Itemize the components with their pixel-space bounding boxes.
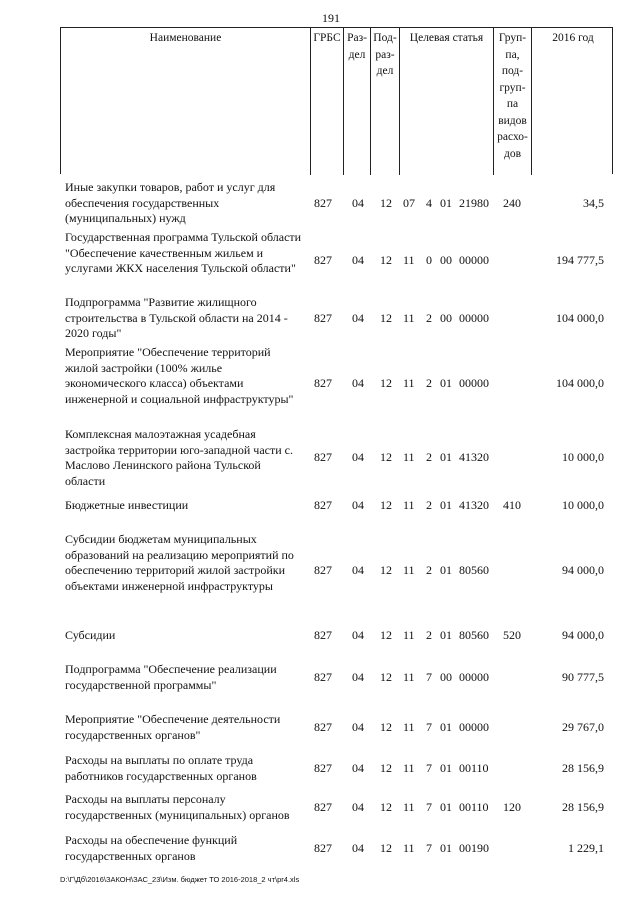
target-direction-cell: 00000 [459, 670, 489, 684]
header-grbs-label: ГРБС [313, 32, 341, 44]
podrazdel-cell: 12 [380, 498, 392, 512]
target-event-cell: 01 [440, 376, 452, 390]
grbs-cell: 827 [314, 800, 332, 814]
header-group-line: видов [498, 114, 527, 127]
table-row [60, 662, 613, 693]
target-program-cell: 11 [403, 761, 415, 775]
header-group-line: расхо- [497, 131, 528, 143]
razdel-cell: 04 [352, 670, 364, 684]
row-name: Расходы на обеспечение функций государственных органов [65, 833, 238, 863]
target-program-cell: 11 [403, 841, 415, 855]
razdel-cell: 04 [352, 563, 364, 577]
podrazdel-cell: 12 [380, 563, 392, 577]
target-subprogram-cell: 2 [426, 450, 432, 464]
header-name-label: Наименование [149, 32, 222, 44]
header-target [400, 28, 494, 175]
target-subprogram-cell: 2 [426, 376, 432, 390]
table-row [60, 532, 613, 610]
target-program-cell: 11 [403, 253, 415, 267]
header-podrazdel-line: Под- [373, 32, 397, 44]
target-event-cell: 01 [440, 450, 452, 464]
amount-cell: 94 000,0 [562, 628, 604, 642]
podrazdel-cell: 12 [380, 761, 392, 775]
grbs-cell: 827 [314, 196, 332, 210]
target-program-cell: 11 [403, 628, 415, 642]
row-name: Подпрограмма "Обеспечение реализации государственной программы" [65, 662, 277, 692]
target-direction-cell: 21980 [459, 196, 489, 210]
razdel-cell: 04 [352, 196, 364, 210]
razdel-cell: 04 [352, 253, 364, 267]
amount-cell: 10 000,0 [562, 498, 604, 512]
target-subprogram-cell: 0 [426, 253, 432, 267]
target-program-cell: 11 [403, 498, 415, 512]
header-podrazdel-line: дел [376, 65, 394, 77]
target-direction-cell: 41320 [459, 450, 489, 464]
row-name: Расходы на выплаты по оплате труда работников государственных органов [65, 753, 257, 783]
row-name: Иные закупки товаров, работ и услуг для обеспечения государственных (муниципальных) нужд [65, 180, 276, 225]
target-direction-cell: 00000 [459, 376, 489, 390]
header-name [61, 28, 311, 175]
razdel-cell: 04 [352, 628, 364, 642]
table-row [60, 753, 613, 784]
header-grbs [311, 28, 344, 175]
target-program-cell: 11 [403, 450, 415, 464]
target-direction-cell: 00110 [459, 761, 489, 775]
row-name: Бюджетные инвестиции [65, 498, 189, 512]
target-program-cell: 11 [403, 800, 415, 814]
amount-cell: 94 000,0 [562, 563, 604, 577]
target-subprogram-cell: 2 [426, 563, 432, 577]
table-row [60, 833, 613, 864]
target-subprogram-cell: 4 [426, 196, 432, 210]
table-row [60, 712, 613, 743]
target-direction-cell: 41320 [459, 498, 489, 512]
target-subprogram-cell: 7 [426, 761, 432, 775]
razdel-cell: 04 [352, 841, 364, 855]
target-event-cell: 01 [440, 761, 452, 775]
podrazdel-cell: 12 [380, 800, 392, 814]
group-cell: 410 [503, 498, 521, 512]
grbs-cell: 827 [314, 761, 332, 775]
grbs-cell: 827 [314, 376, 332, 390]
table-row [60, 427, 613, 489]
target-direction-cell: 80560 [459, 628, 489, 642]
amount-cell: 29 767,0 [562, 720, 604, 734]
amount-cell: 28 156,9 [562, 761, 604, 775]
target-direction-cell: 00000 [459, 253, 489, 267]
razdel-cell: 04 [352, 376, 364, 390]
row-name: Субсидии бюджетам муниципальных образований на реализацию мероприятий по обеспечению территорий жилой застройки объектами инженерной инфраструктуры [65, 532, 294, 593]
target-event-cell: 01 [440, 800, 452, 814]
target-event-cell: 01 [440, 563, 452, 577]
target-direction-cell: 00110 [459, 800, 489, 814]
amount-cell: 10 000,0 [562, 450, 604, 464]
grbs-cell: 827 [314, 720, 332, 734]
podrazdel-cell: 12 [380, 720, 392, 734]
header-group-line: па [506, 98, 519, 110]
header-group-line: под- [501, 65, 524, 77]
target-direction-cell: 80560 [459, 563, 489, 577]
target-subprogram-cell: 7 [426, 670, 432, 684]
amount-cell: 194 777,5 [556, 253, 604, 267]
row-name: Расходы на выплаты персоналу государственных (муниципальных) органов [65, 792, 290, 822]
header-group-line: Груп- [498, 32, 527, 44]
target-subprogram-cell: 2 [426, 498, 432, 512]
target-event-cell: 01 [440, 841, 452, 855]
target-direction-cell: 00000 [459, 311, 489, 325]
amount-cell: 28 156,9 [562, 800, 604, 814]
target-event-cell: 00 [440, 253, 452, 267]
table-header [60, 27, 613, 174]
header-year [532, 28, 614, 175]
table-row [60, 628, 613, 644]
grbs-cell: 827 [314, 563, 332, 577]
target-event-cell: 00 [440, 670, 452, 684]
grbs-cell: 827 [314, 841, 332, 855]
group-cell: 520 [503, 628, 521, 642]
target-program-cell: 11 [403, 720, 415, 734]
razdel-cell: 04 [352, 498, 364, 512]
target-program-cell: 11 [403, 563, 415, 577]
target-event-cell: 01 [440, 498, 452, 512]
amount-cell: 104 000,0 [556, 311, 604, 325]
table-row [60, 180, 613, 227]
target-program-cell: 11 [403, 311, 415, 325]
group-cell: 240 [503, 196, 521, 210]
amount-cell: 1 229,1 [568, 841, 604, 855]
target-subprogram-cell: 2 [426, 628, 432, 642]
target-program-cell: 11 [403, 670, 415, 684]
amount-cell: 90 777,5 [562, 670, 604, 684]
grbs-cell: 827 [314, 311, 332, 325]
grbs-cell: 827 [314, 498, 332, 512]
header-group-line: груп- [499, 81, 526, 94]
podrazdel-cell: 12 [380, 311, 392, 325]
row-name: Государственная программа Тульской области "Обеспечение качественным жильем и услугами ЖКХ населения Тульской области" [65, 230, 302, 275]
amount-cell: 34,5 [583, 196, 604, 210]
table-row [60, 792, 613, 823]
header-podrazdel-line: раз- [375, 48, 395, 61]
target-direction-cell: 00190 [459, 841, 489, 855]
podrazdel-cell: 12 [380, 628, 392, 642]
podrazdel-cell: 12 [380, 450, 392, 464]
grbs-cell: 827 [314, 670, 332, 684]
header-podrazdel [371, 28, 400, 175]
row-name: Мероприятие "Обеспечение территорий жилой застройки (100% жилье экономического класса) объектами инженерной и социальной инфраструктуры" [65, 345, 294, 406]
amount-cell: 104 000,0 [556, 376, 604, 390]
razdel-cell: 04 [352, 720, 364, 734]
header-group [494, 28, 532, 175]
podrazdel-cell: 12 [380, 841, 392, 855]
target-program-cell: 11 [403, 376, 415, 390]
row-name: Мероприятие "Обеспечение деятельности государственных органов" [65, 712, 281, 742]
grbs-cell: 827 [314, 253, 332, 267]
table-row [60, 230, 613, 292]
razdel-cell: 04 [352, 311, 364, 325]
target-subprogram-cell: 7 [426, 841, 432, 855]
target-event-cell: 01 [440, 196, 452, 210]
target-subprogram-cell: 2 [426, 311, 432, 325]
podrazdel-cell: 12 [380, 253, 392, 267]
header-year-label: 2016 год [552, 32, 594, 44]
target-subprogram-cell: 7 [426, 720, 432, 734]
row-name: Комплексная малоэтажная усадебная застройка территории юго-западной части с. Маслово Ленинского района Тульской области [65, 427, 293, 488]
podrazdel-cell: 12 [380, 670, 392, 684]
table-row [60, 295, 613, 342]
file-path-footer: D:\Г\Дб\2016\ЗАКОН\ЗАС_23\Изм. бюджет ТО 2016-2018_2 чт\pr4.xls [60, 875, 300, 884]
target-subprogram-cell: 7 [426, 800, 432, 814]
target-event-cell: 01 [440, 628, 452, 642]
table-row [60, 498, 613, 514]
razdel-cell: 04 [352, 761, 364, 775]
page-number: 191 [322, 11, 340, 25]
podrazdel-cell: 12 [380, 376, 392, 390]
target-direction-cell: 00000 [459, 720, 489, 734]
header-razdel [344, 28, 371, 175]
grbs-cell: 827 [314, 628, 332, 642]
target-program-cell: 07 [403, 196, 415, 210]
podrazdel-cell: 12 [380, 196, 392, 210]
razdel-cell: 04 [352, 800, 364, 814]
group-cell: 120 [503, 800, 521, 814]
table-row [60, 345, 613, 423]
header-group-line: па, [505, 48, 520, 61]
header-group-line: дов [503, 147, 522, 160]
target-event-cell: 01 [440, 720, 452, 734]
grbs-cell: 827 [314, 450, 332, 464]
row-name: Подпрограмма "Развитие жилищного строительства в Тульской области на 2014 - 2020 годы" [65, 295, 288, 340]
row-name: Субсидии [65, 628, 116, 642]
header-target-label: Целевая статья [409, 32, 484, 44]
target-event-cell: 00 [440, 311, 452, 325]
razdel-cell: 04 [352, 450, 364, 464]
header-razdel-line: Раз- [347, 32, 367, 44]
header-razdel-line: дел [348, 48, 366, 61]
